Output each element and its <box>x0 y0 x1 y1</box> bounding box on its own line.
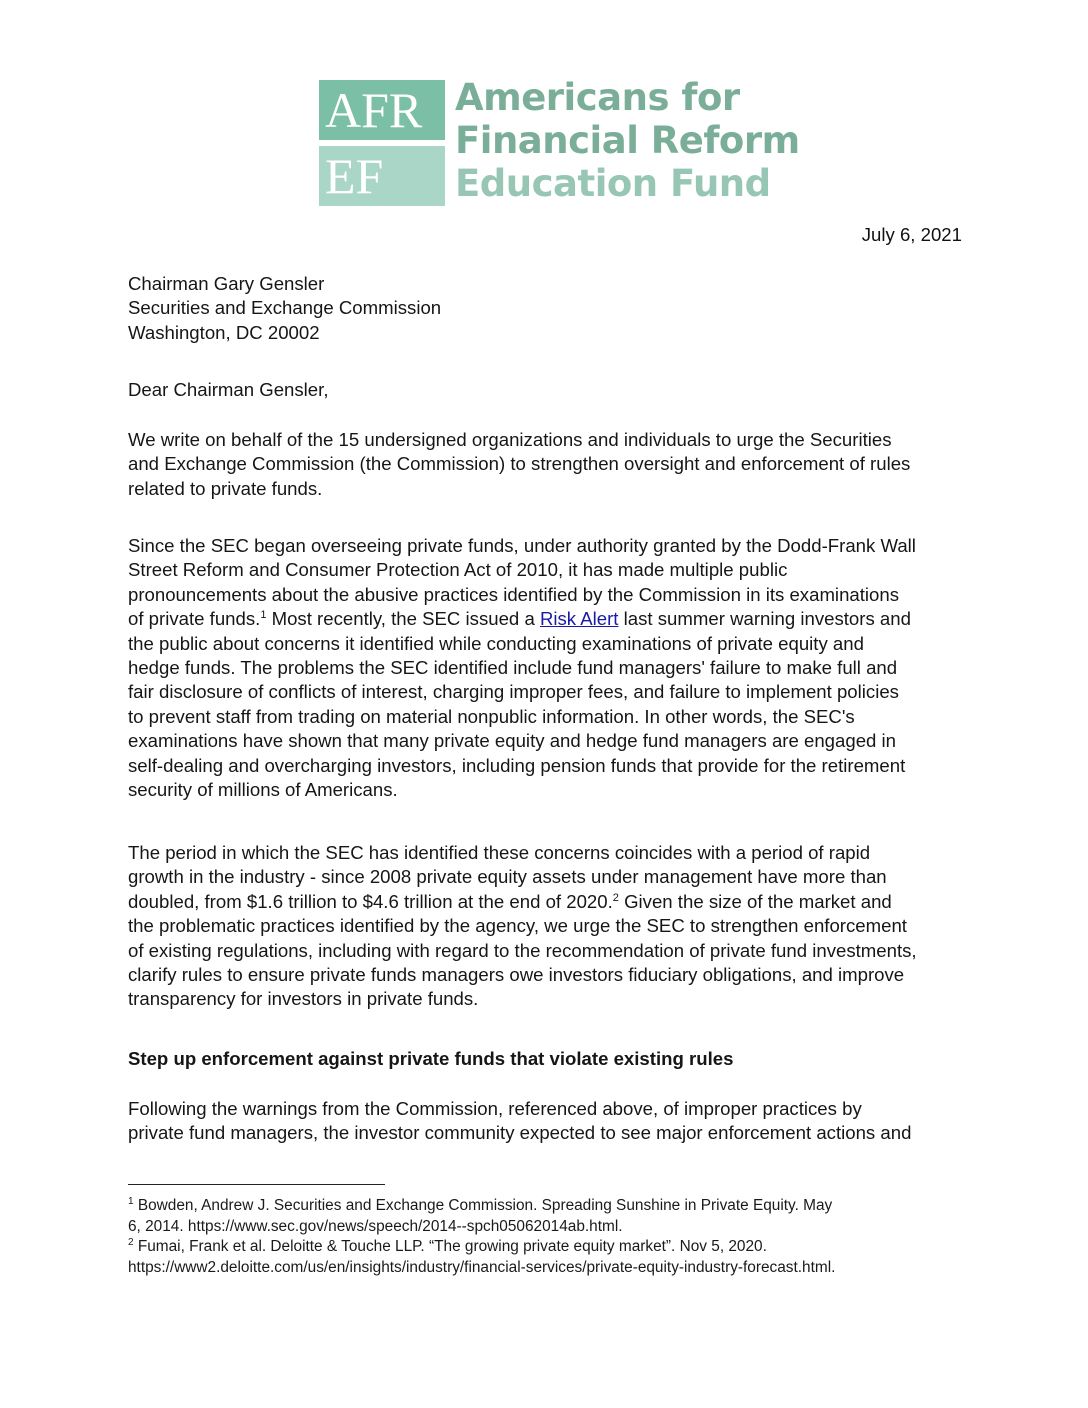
logo-mark-top: AFR <box>319 80 445 140</box>
footnote-2-url: https://www2.deloitte.com/us/en/insights/industry/financial-services/private-equity-industry-forecast.html. <box>128 1258 836 1276</box>
paragraph-line: examinations have shown that many private equity and hedge fund managers are engaged in <box>128 730 897 752</box>
address-line: Securities and Exchange Commission <box>128 297 442 319</box>
paragraph-line: pronouncements about the abusive practices identified by the Commission in its examinations <box>128 583 900 605</box>
paragraph-line: growth in the industry - since 2008 private equity assets under management have more than <box>128 866 887 888</box>
footnote-text: Bowden, Andrew J. Securities and Exchange Commission. Spreading Sunshine in Private Equity. May <box>133 1197 833 1214</box>
footnotes <box>128 1196 968 1278</box>
text-span: Given the size of the market and <box>618 890 892 912</box>
footnote-ref-1[interactable]: 1 <box>260 609 267 622</box>
logo-mark-bottom: EF <box>319 146 445 206</box>
paragraph-line: Following the warnings from the Commission, referenced above, of improper practices by <box>128 1098 862 1119</box>
footnote-ref-2[interactable]: 2 <box>612 891 619 904</box>
footnote-number: 2 <box>128 1237 134 1248</box>
paragraph-enforcement <box>128 1097 964 1146</box>
text-span: Most recently, the SEC issued a <box>266 608 540 630</box>
paragraph-line: Since the SEC began overseeing private funds, under authority granted by the Dodd-Frank Wall <box>128 535 916 556</box>
paragraph-line: to prevent staff from trading on material nonpublic information. In other words, the SEC's <box>128 705 855 727</box>
paragraph-line: Street Reform and Consumer Protection Act of 2010, it has made multiple public <box>128 559 788 581</box>
logo-line-3: Education Fund <box>455 162 771 205</box>
logo-wordmark <box>455 76 800 205</box>
paragraph-line: hedge funds. The problems the SEC identified include fund managers' failure to make full and <box>128 657 898 679</box>
paragraph-background <box>128 534 964 802</box>
paragraph-line: The period in which the SEC has identified these concerns coincides with a period of rapid <box>128 842 871 863</box>
paragraph-line: private fund managers, the investor community expected to see major enforcement actions and <box>128 1122 912 1144</box>
paragraph-line: the problematic practices identified by the agency, we urge the SEC to strengthen enforcement <box>128 915 907 937</box>
paragraph-line: and Exchange Commission (the Commission) to strengthen oversight and enforcement of rules <box>128 453 911 475</box>
salutation: Dear Chairman Gensler, <box>128 379 329 400</box>
paragraph-line <box>128 890 964 914</box>
footnote-1 <box>128 1196 968 1217</box>
logo-line-2: Financial Reform <box>455 119 800 162</box>
footnote-1-url: 6, 2014. https://www.sec.gov/news/speech/2014--spch05062014ab.html. <box>128 1217 623 1235</box>
logo-line-1: Americans for <box>455 76 740 119</box>
risk-alert-link[interactable]: Risk Alert <box>539 608 619 630</box>
paragraph-intro <box>128 428 964 501</box>
recipient-address <box>128 272 964 345</box>
paragraph-line: security of millions of Americans. <box>128 779 398 801</box>
footnote-text: Fumai, Frank et al. Deloitte & Touche LLP. “The growing private equity market”. Nov 5, 2020. <box>133 1238 767 1255</box>
footnote-number: 1 <box>128 1196 134 1207</box>
address-line: Chairman Gary Gensler <box>128 273 325 294</box>
text-span: doubled, from $1.6 trillion to $4.6 trillion at the end of 2020. <box>128 890 613 912</box>
text-span: last summer warning investors and <box>618 608 911 630</box>
paragraph-line: fair disclosure of conflicts of interest, charging improper fees, and failure to implement policies <box>128 681 899 703</box>
paragraph-line: of existing regulations, including with regard to the recommendation of private fund investments, <box>128 939 917 961</box>
paragraph-line: related to private funds. <box>128 477 323 499</box>
afr-logo-mark <box>319 80 445 208</box>
afr-logo <box>319 76 800 208</box>
paragraph-line: clarify rules to ensure private funds managers owe investors fiduciary obligations, and improve <box>128 964 905 986</box>
text-span: of private funds. <box>128 608 261 630</box>
paragraph-line: We write on behalf of the 15 undersigned organizations and individuals to urge the Securities <box>128 429 892 450</box>
address-line: Washington, DC 20002 <box>128 321 320 343</box>
paragraph-line: transparency for investors in private funds. <box>128 988 479 1010</box>
footnote-divider <box>128 1184 385 1185</box>
paragraph-growth <box>128 841 964 1012</box>
letter-date: July 6, 2021 <box>861 224 962 245</box>
paragraph-line: the public about concerns it identified while conducting examinations of private equity and <box>128 632 864 654</box>
section-heading: Step up enforcement against private funds that violate existing rules <box>128 1048 734 1069</box>
paragraph-line <box>128 607 964 631</box>
paragraph-line: self-dealing and overcharging investors, including pension funds that provide for the retirement <box>128 754 906 776</box>
footnote-2 <box>128 1237 968 1258</box>
